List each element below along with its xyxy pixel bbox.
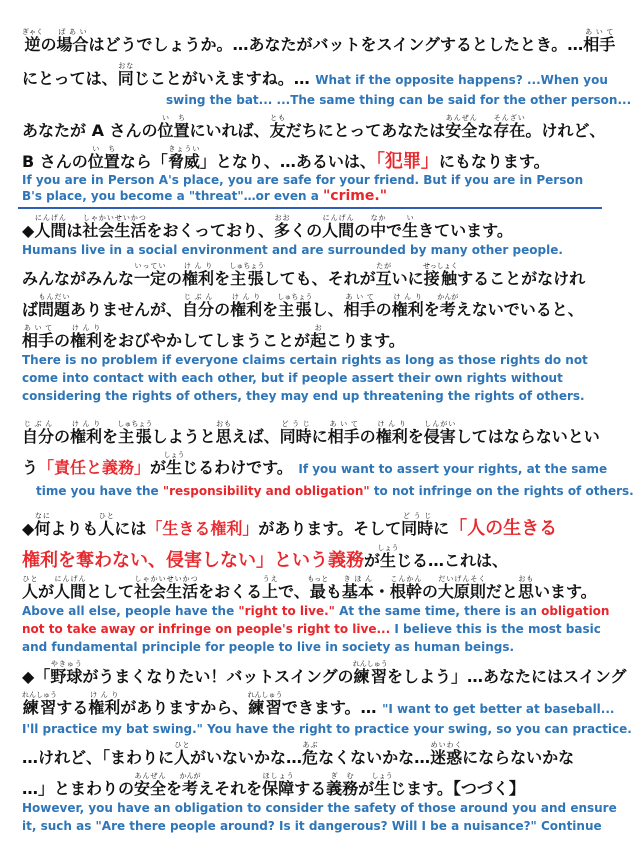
ruby-word: 権利けんり xyxy=(182,262,215,288)
crime-highlight: 「犯罪」 xyxy=(375,151,439,172)
ruby-word: 基本きほん xyxy=(341,575,374,601)
ja-line: 逆ぎゃくの場合ばあいはどうでしょうか。…あなたがバットをスイングするとしたとき。…相手あいて xyxy=(22,28,616,54)
ruby-word: 主張しゅちょう xyxy=(277,293,313,319)
ruby-word: 脅威きょうい xyxy=(167,145,200,171)
ruby-word: 練習れんしゅう xyxy=(247,691,283,717)
ruby-word: 自分じぶん xyxy=(182,293,215,319)
en-line: B's place, you become a "threat"…or even a "crime." xyxy=(22,188,388,204)
ruby-word: 人間にんげん xyxy=(54,575,87,601)
ja-line: 練習れんしゅうする権利けんりがありますから、練習れんしゅうできます。… "I want to get better at baseball... xyxy=(22,691,615,717)
ruby-word: 安全あんぜん xyxy=(134,772,167,798)
en-line: it, such as "Are there people around? Is it dangerous? Will I be a nuisance?" Continue xyxy=(22,819,602,833)
ruby-word: 考かんが xyxy=(179,772,201,798)
obligation-highlight: 権利を奪わない、侵害しない」という義務 xyxy=(22,550,364,571)
en-line: However, you have an obligation to consider the safety of those around you and ensure xyxy=(22,801,617,815)
ruby-word: 権利けんり xyxy=(88,691,121,717)
ja-line: ば問題もんだいありませんが、自分じぶんの権利けんりを主張しゅちょうし、相手あいての権利けんりを考かんがえないでいると、 xyxy=(22,293,584,319)
ruby-word: 接触せっしょく xyxy=(422,262,458,288)
ruby-word: 起お xyxy=(310,324,327,350)
en-line: If you are in Person A's place, you are safe for your friend. But if you are in Person xyxy=(22,173,584,187)
en-line: Above all else, people have the "right to live." At the same time, there is an obligation xyxy=(22,604,610,618)
ruby-word: 中なか xyxy=(370,214,387,240)
ruby-word: 人ひと xyxy=(98,512,115,538)
ruby-word: 位置いち xyxy=(87,145,120,171)
ruby-word: 友とも xyxy=(269,114,286,140)
ruby-word: 権利けんり xyxy=(230,293,263,319)
ruby-word: 何なに xyxy=(34,512,51,538)
ruby-word: 練習れんしゅう xyxy=(22,691,57,717)
en-line: Humans live in a social environment and are surrounded by many other people. xyxy=(22,243,563,257)
ja-line: みんながみんな一定いっていの権利けんりを主張しゅちょうしても、それが互たがいに接触せっしょくすることがなけれ xyxy=(22,262,586,288)
ruby-word: 人間にんげん xyxy=(34,214,67,240)
ruby-word: 大原則だいげんそく xyxy=(437,575,486,601)
ruby-word: 思おも xyxy=(517,575,534,601)
ja-line: …」とまわりの安全あんぜんを考かんがえそれを保障ほしょうする義務ぎむが生しょうじます。【つづく】 xyxy=(22,772,525,798)
ruby-word: 最もっと xyxy=(307,575,329,601)
ruby-word: 互たが xyxy=(375,262,392,288)
ruby-word: 保障ほしょう xyxy=(262,772,295,798)
en-line: considering the rights of others, they may end up threatening the rights of others. xyxy=(22,389,585,403)
ja-line: 自分じぶんの権利けんりを主張しゅちょうしようと思おもえば、同時どうじに相手あいての権利けんりを侵害しんがいしてはならないとい xyxy=(22,420,600,446)
ja-line: …けれど、「まわりに人ひとがいないかな…危あぶなくないかな…迷惑めいわくにならないかな xyxy=(22,741,575,767)
ruby-word: 相手あいて xyxy=(327,420,360,446)
ja-line: あなたが A さんの位置いちにいれば、友ともだちにとってあなたは安全あんぜんな存在そんざい。けれど、 xyxy=(22,114,606,140)
en-line: swing the bat... ...The same thing can be said for the other person... xyxy=(166,93,632,107)
ruby-word: 人ひと xyxy=(174,741,191,767)
ruby-word: 存在そんざい xyxy=(493,114,526,140)
ruby-word: 権利けんり xyxy=(70,420,103,446)
ruby-word: 社会生活しゃかいせいかつ xyxy=(82,214,147,240)
ruby-word: 多おお xyxy=(274,214,291,240)
ruby-word: 同時どうじ xyxy=(279,420,312,446)
divider-line xyxy=(18,207,602,209)
en-line: time you have the "responsibility and obligation" to not infringe on the rights of others. xyxy=(36,484,634,498)
ruby-word: 相手あいて xyxy=(22,324,55,350)
ruby-word: 考かんが xyxy=(437,293,459,319)
ruby-word: 同おな xyxy=(117,62,134,88)
ja-line: う「責任と義務」が生しょうじるわけです。 If you want to assert your rights, at the same xyxy=(22,451,608,477)
en-line: come into contact with each other, but if people assert their own rights without xyxy=(22,371,563,385)
ruby-word: 主張しゅちょう xyxy=(229,262,265,288)
ruby-word: 権利けんり xyxy=(391,293,424,319)
ruby-word: 根幹こんかん xyxy=(389,575,422,601)
responsibility-highlight: 「責任と義務」 xyxy=(38,458,151,477)
ruby-word: 場合ばあい xyxy=(56,28,89,54)
ruby-word: 相手あいて xyxy=(343,293,376,319)
ruby-word: 生しょう xyxy=(377,544,399,570)
ruby-word: 位置いち xyxy=(157,114,190,140)
ja-line: 相手あいての権利けんりをおびやかしてしまうことが起おこります。 xyxy=(22,324,405,350)
ruby-word: 義務ぎむ xyxy=(326,772,359,798)
ruby-word: 練習れんしゅう xyxy=(352,660,388,686)
ruby-word: 社会生活しゃかいせいかつ xyxy=(134,575,199,601)
ruby-word: 安全あんぜん xyxy=(445,114,478,140)
ruby-word: 生しょう xyxy=(371,772,393,798)
ruby-word: 上うえ xyxy=(262,575,279,601)
ruby-word: 権利けんり xyxy=(70,324,103,350)
ruby-word: 生しょう xyxy=(163,451,185,477)
en-line: and fundamental principle for people to live in society as human beings. xyxy=(22,640,515,654)
ruby-word: 自分じぶん xyxy=(22,420,55,446)
ja-line: B さんの位置いちなら「脅威きょうい」となり、…あるいは、「犯罪」にもなります。 xyxy=(22,145,550,172)
ruby-word: 迷惑めいわく xyxy=(430,741,463,767)
ruby-word: 危あぶ xyxy=(302,741,319,767)
ja-line: ◆人間にんげんは社会生活しゃかいせいかつをおくっており、多おおくの人間にんげんの中なかで生いきています。 xyxy=(22,214,513,240)
ruby-word: 人ひと xyxy=(22,575,39,601)
ja-line: ◆「野球やきゅうがうまくなりたい！バットスイングの練習れんしゅうをしよう」…あなたにはスイング xyxy=(22,660,627,686)
ruby-word: 人間にんげん xyxy=(322,214,355,240)
ja-line: 人ひとが人間にんげんとして社会生活しゃかいせいかつをおくる上うえで、最もっとも基本きほん・根幹こんかんの大原則だいげんそくだと思おもいます。 xyxy=(22,575,597,601)
ja-line: ◆何なによりも人ひとには「生きる権利」があります。そして同時どうじに「人の生きる xyxy=(22,512,558,539)
ruby-word: 逆ぎゃく xyxy=(22,28,43,54)
obligation-highlight: 「人の生きる xyxy=(449,518,558,539)
en-line: There is no problem if everyone claims certain rights as long as those rights do not xyxy=(22,353,588,367)
ruby-word: 思おも xyxy=(215,420,232,446)
en-line: I'll practice my bat swing." You have the right to practice your swing, so you can practice. xyxy=(22,722,632,736)
ruby-word: 同時どうじ xyxy=(401,512,434,538)
ruby-word: 生い xyxy=(402,214,419,240)
ruby-word: 一定いってい xyxy=(134,262,167,288)
ruby-word: 問題もんだい xyxy=(38,293,71,319)
ruby-word: 相手あいて xyxy=(583,28,616,54)
ruby-word: 権利けんり xyxy=(375,420,408,446)
ja-line: 権利を奪わない、侵害しない」という義務が生しょうじる…これは、 xyxy=(22,544,509,571)
right-to-live-highlight: 「生きる権利」 xyxy=(146,519,259,538)
ruby-word: 野球やきゅう xyxy=(50,660,83,686)
ruby-word: 侵害しんがい xyxy=(423,420,456,446)
en-line: not to take away or infringe on people's right to live... I believe this is the most basic xyxy=(22,622,601,636)
ruby-word: 主張しゅちょう xyxy=(117,420,153,446)
ja-line: にとっては、同おなじことがいえますね。… What if the opposite happens? ...When you xyxy=(22,62,608,88)
